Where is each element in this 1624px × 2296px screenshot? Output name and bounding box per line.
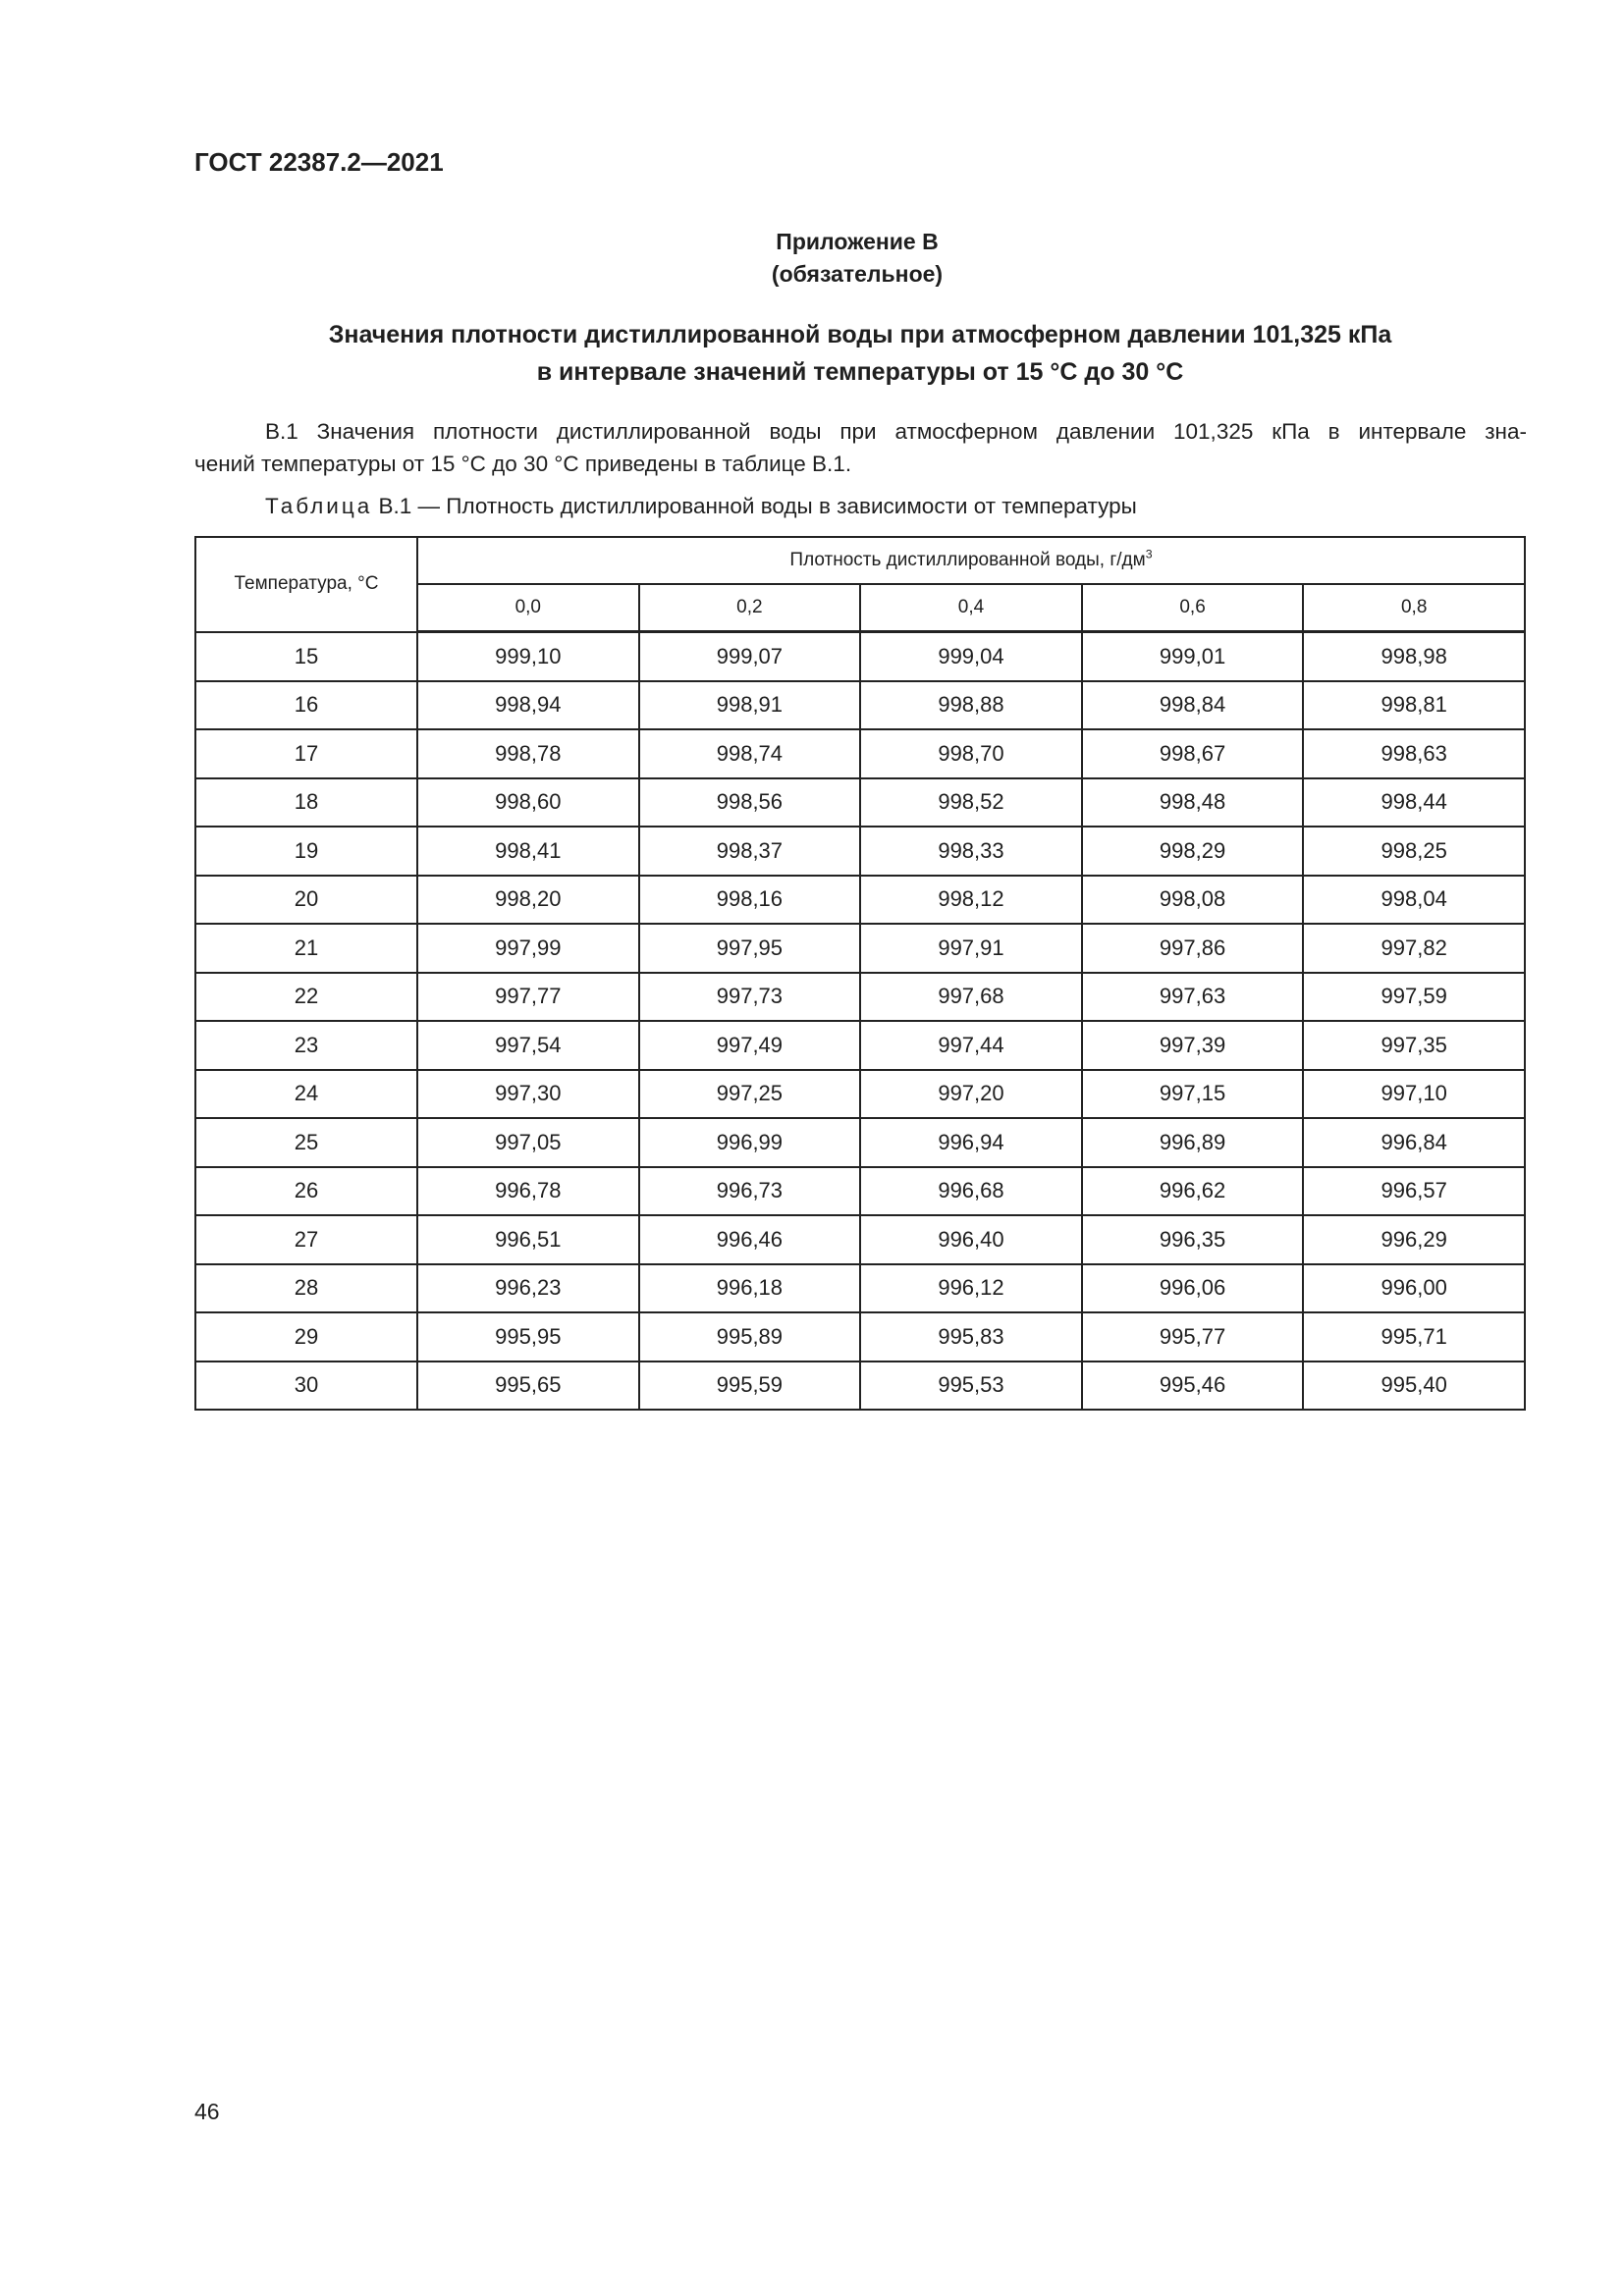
density-cell: 999,10 <box>417 632 639 681</box>
paragraph-line-2: чений температуры от 15 °С до 30 °С приведены в таблице В.1. <box>194 452 852 476</box>
density-cell: 996,51 <box>417 1215 639 1264</box>
density-header <box>417 537 1525 584</box>
temperature-cell: 18 <box>195 778 417 828</box>
section-heading <box>194 316 1526 391</box>
table-row <box>195 1070 1525 1119</box>
density-cell: 998,33 <box>860 827 1082 876</box>
heading-line-1: Значения плотности дистиллированной воды при атмосферном давлении 101,325 кПа <box>328 321 1392 348</box>
density-cell: 998,52 <box>860 778 1082 828</box>
table-row <box>195 1167 1525 1216</box>
table-row <box>195 973 1525 1022</box>
density-cell: 995,77 <box>1082 1312 1304 1362</box>
temperature-cell: 30 <box>195 1362 417 1411</box>
density-cell: 995,40 <box>1303 1362 1525 1411</box>
table-row <box>195 1362 1525 1411</box>
density-cell: 995,46 <box>1082 1362 1304 1411</box>
subcolumn-header: 0,0 <box>417 584 639 632</box>
density-cell: 996,73 <box>639 1167 861 1216</box>
temperature-cell: 28 <box>195 1264 417 1313</box>
temperature-header: Температура, °С <box>195 537 417 632</box>
table-body <box>195 632 1525 1411</box>
density-cell: 996,94 <box>860 1118 1082 1167</box>
appendix-status: (обязательное) <box>771 261 944 287</box>
table-caption <box>265 494 1137 519</box>
density-cell: 996,46 <box>639 1215 861 1264</box>
density-cell: 998,84 <box>1082 681 1304 730</box>
density-cell: 995,53 <box>860 1362 1082 1411</box>
temperature-cell: 16 <box>195 681 417 730</box>
density-cell: 996,99 <box>639 1118 861 1167</box>
table-row <box>195 1264 1525 1313</box>
temperature-cell: 25 <box>195 1118 417 1167</box>
density-cell: 996,12 <box>860 1264 1082 1313</box>
table-row <box>195 632 1525 681</box>
density-cell: 997,63 <box>1082 973 1304 1022</box>
density-cell: 998,16 <box>639 876 861 925</box>
density-cell: 996,29 <box>1303 1215 1525 1264</box>
table-row <box>195 924 1525 973</box>
density-cell: 995,71 <box>1303 1312 1525 1362</box>
density-cell: 998,81 <box>1303 681 1525 730</box>
density-cell: 998,08 <box>1082 876 1304 925</box>
density-cell: 998,78 <box>417 729 639 778</box>
density-cell: 998,67 <box>1082 729 1304 778</box>
table-row <box>195 1021 1525 1070</box>
density-cell: 999,07 <box>639 632 861 681</box>
temperature-cell: 20 <box>195 876 417 925</box>
density-cell: 995,65 <box>417 1362 639 1411</box>
density-cell: 998,56 <box>639 778 861 828</box>
density-cell: 998,44 <box>1303 778 1525 828</box>
density-cell: 999,01 <box>1082 632 1304 681</box>
density-cell: 997,77 <box>417 973 639 1022</box>
density-cell: 997,59 <box>1303 973 1525 1022</box>
page-number: 46 <box>194 2099 220 2124</box>
density-cell: 998,12 <box>860 876 1082 925</box>
table-row <box>195 1312 1525 1362</box>
density-cell: 997,30 <box>417 1070 639 1119</box>
temperature-cell: 26 <box>195 1167 417 1216</box>
subcolumn-header: 0,6 <box>1082 584 1304 632</box>
document-code: ГОСТ 22387.2—2021 <box>194 147 444 177</box>
heading-line-2: в интервале значений температуры от 15 °С до 30 °С <box>536 358 1184 386</box>
density-cell: 998,88 <box>860 681 1082 730</box>
density-cell: 996,78 <box>417 1167 639 1216</box>
density-cell: 996,89 <box>1082 1118 1304 1167</box>
density-cell: 996,68 <box>860 1167 1082 1216</box>
density-cell: 997,95 <box>639 924 861 973</box>
appendix-title: Приложение В <box>776 229 939 254</box>
density-cell: 997,54 <box>417 1021 639 1070</box>
density-cell: 995,83 <box>860 1312 1082 1362</box>
table-row <box>195 876 1525 925</box>
table-row <box>195 1118 1525 1167</box>
density-cell: 998,94 <box>417 681 639 730</box>
table-row <box>195 1215 1525 1264</box>
density-cell: 997,05 <box>417 1118 639 1167</box>
density-cell: 997,35 <box>1303 1021 1525 1070</box>
density-header-sup: 3 <box>1145 547 1153 561</box>
temperature-cell: 29 <box>195 1312 417 1362</box>
density-cell: 999,04 <box>860 632 1082 681</box>
density-cell: 998,74 <box>639 729 861 778</box>
density-cell: 995,95 <box>417 1312 639 1362</box>
temperature-cell: 27 <box>195 1215 417 1264</box>
density-cell: 997,82 <box>1303 924 1525 973</box>
density-cell: 998,60 <box>417 778 639 828</box>
density-cell: 997,49 <box>639 1021 861 1070</box>
density-cell: 997,99 <box>417 924 639 973</box>
table-row <box>195 681 1525 730</box>
density-table <box>194 536 1526 1411</box>
temperature-cell: 17 <box>195 729 417 778</box>
density-cell: 996,40 <box>860 1215 1082 1264</box>
temperature-cell: 19 <box>195 827 417 876</box>
density-cell: 997,25 <box>639 1070 861 1119</box>
density-cell: 998,37 <box>639 827 861 876</box>
temperature-cell: 22 <box>195 973 417 1022</box>
appendix-heading <box>0 226 1624 291</box>
density-cell: 998,41 <box>417 827 639 876</box>
density-cell: 995,89 <box>639 1312 861 1362</box>
density-header-text: Плотность дистиллированной воды, г/дм <box>789 550 1146 570</box>
table-row <box>195 778 1525 828</box>
temperature-cell: 15 <box>195 632 417 681</box>
density-cell: 998,70 <box>860 729 1082 778</box>
density-cell: 996,23 <box>417 1264 639 1313</box>
table-row <box>195 729 1525 778</box>
density-cell: 998,29 <box>1082 827 1304 876</box>
density-cell: 998,04 <box>1303 876 1525 925</box>
density-cell: 997,20 <box>860 1070 1082 1119</box>
density-cell: 995,59 <box>639 1362 861 1411</box>
density-cell: 997,15 <box>1082 1070 1304 1119</box>
density-cell: 998,20 <box>417 876 639 925</box>
subcolumn-header: 0,8 <box>1303 584 1525 632</box>
density-cell: 998,48 <box>1082 778 1304 828</box>
subcolumn-header: 0,4 <box>860 584 1082 632</box>
density-cell: 998,91 <box>639 681 861 730</box>
density-cell: 996,35 <box>1082 1215 1304 1264</box>
density-cell: 998,98 <box>1303 632 1525 681</box>
subcolumn-header: 0,2 <box>639 584 861 632</box>
temperature-cell: 23 <box>195 1021 417 1070</box>
table-caption-prefix: Таблица <box>265 494 373 518</box>
density-cell: 997,68 <box>860 973 1082 1022</box>
temperature-cell: 24 <box>195 1070 417 1119</box>
table-row <box>195 827 1525 876</box>
density-cell: 997,10 <box>1303 1070 1525 1119</box>
density-cell: 997,44 <box>860 1021 1082 1070</box>
density-cell: 997,73 <box>639 973 861 1022</box>
density-cell: 997,39 <box>1082 1021 1304 1070</box>
density-cell: 998,25 <box>1303 827 1525 876</box>
density-cell: 996,00 <box>1303 1264 1525 1313</box>
temperature-cell: 21 <box>195 924 417 973</box>
density-cell: 996,06 <box>1082 1264 1304 1313</box>
density-cell: 997,91 <box>860 924 1082 973</box>
density-cell: 996,62 <box>1082 1167 1304 1216</box>
density-cell: 996,57 <box>1303 1167 1525 1216</box>
table-caption-text: В.1 — Плотность дистиллированной воды в зависимости от температуры <box>378 494 1137 518</box>
paragraph-b1 <box>194 415 1527 480</box>
density-cell: 996,18 <box>639 1264 861 1313</box>
density-cell: 997,86 <box>1082 924 1304 973</box>
paragraph-line-1: В.1 Значения плотности дистиллированной воды при атмосферном давлении 101,325 кПа в интервале зна- <box>265 419 1527 444</box>
density-cell: 998,63 <box>1303 729 1525 778</box>
density-cell: 996,84 <box>1303 1118 1525 1167</box>
